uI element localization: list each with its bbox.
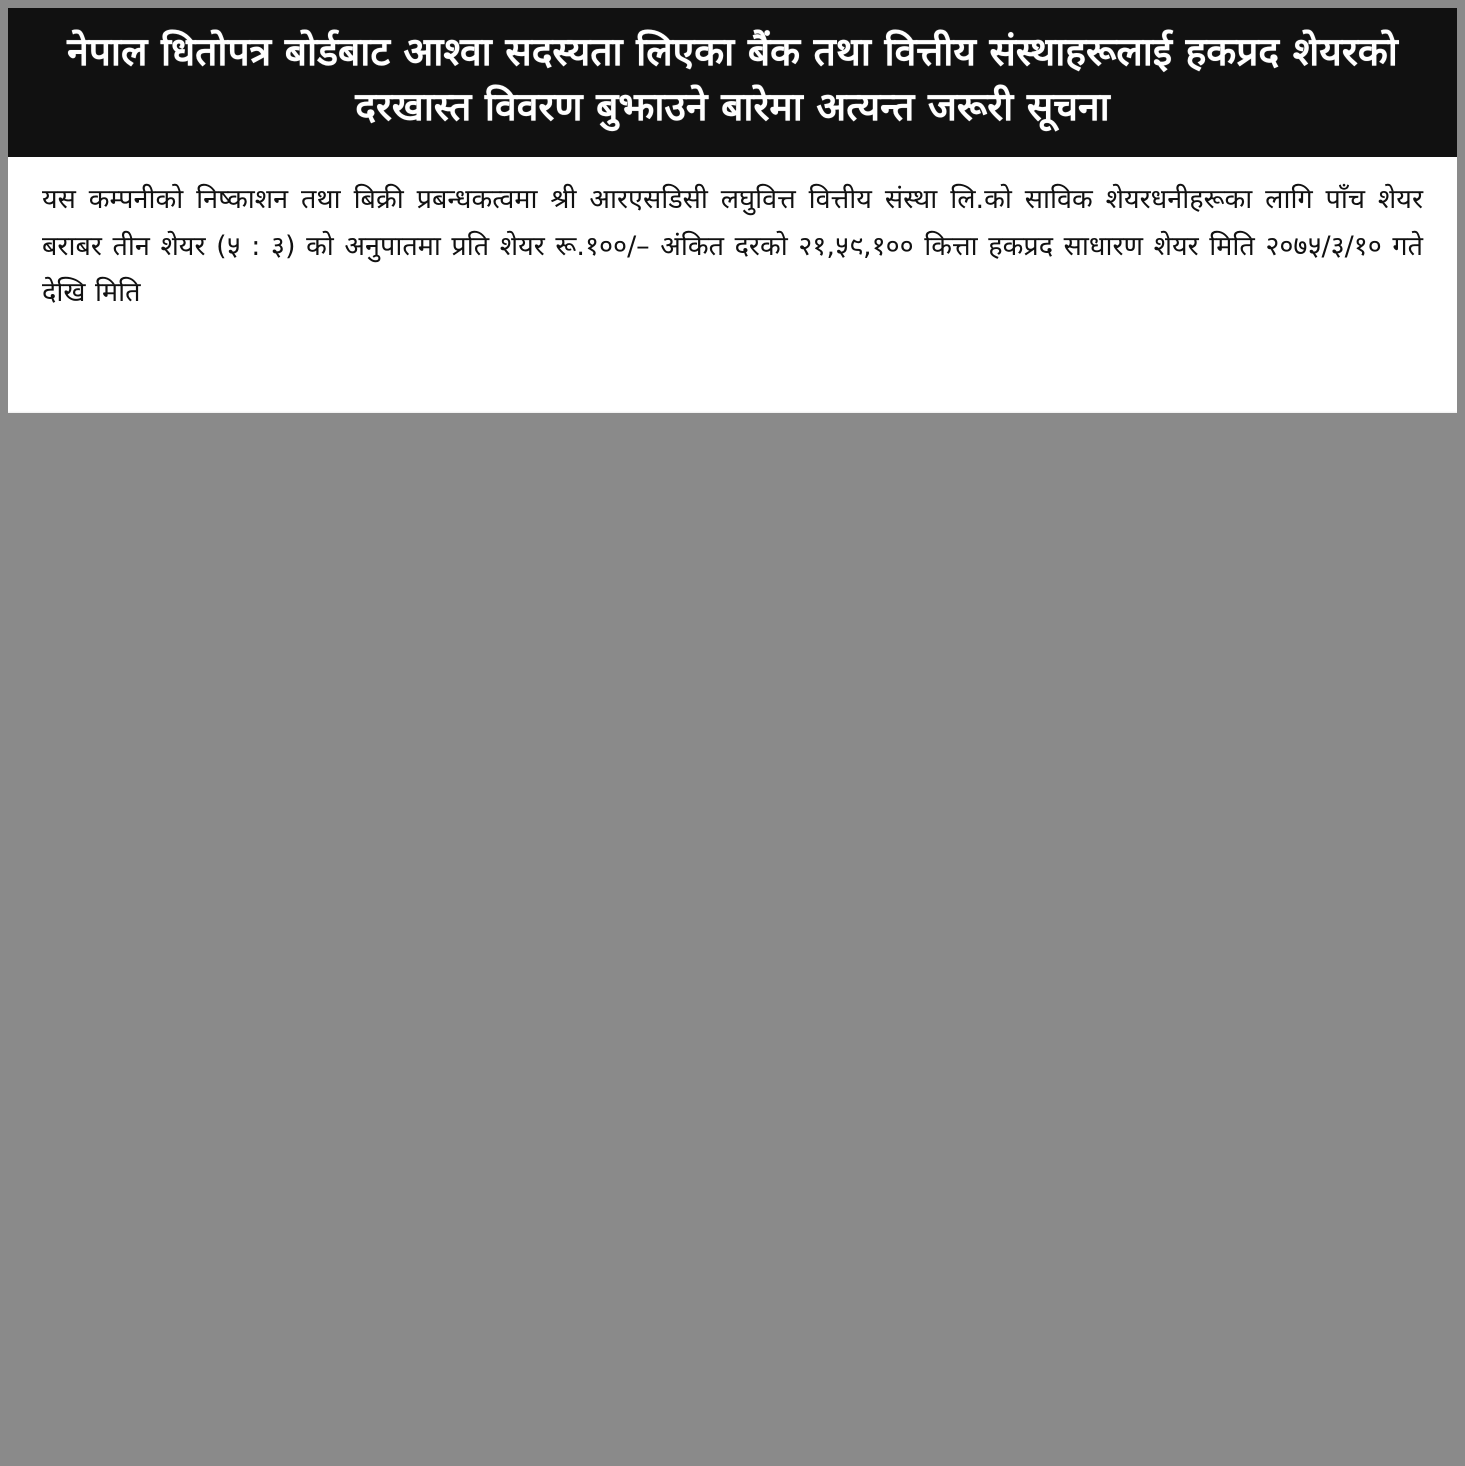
page-edge-left: [0, 0, 8, 413]
page-edge-top: [0, 0, 1465, 8]
notice-body: [8, 157, 1457, 316]
headline-banner: [8, 8, 1457, 157]
page-title: नेपाल धितोपत्र बोर्डबाट आश्वा सदस्यता लिएका बैंक तथा वित्तीय संस्थाहरूलाई हकप्रद शेयरको दरखास्त विवरण बुझाउने बारेमा अत्यन्त जरूरी सूचना: [67, 30, 1398, 130]
bottom-clip-overlay: [8, 405, 1457, 413]
page-edge-right: [1457, 0, 1465, 413]
document-sheet: [8, 8, 1457, 413]
background-area: [0, 413, 1465, 1466]
body-paragraph: यस कम्पनीको निष्काशन तथा बिक्री प्रबन्धकत्वमा श्री आरएसडिसी लघुवित्त वित्तीय संस्था लि.को साविक शेयरधनीहरूका लागि पाँच शेयर बराबर तीन शेयर (५ : ३) को अनुपातमा प्रति शेयर रू.१००/– अंकित दरको २१,५९,१०० कित्ता हकप्रद साधारण शेयर मिति २०७५/३/१० गते देखि मिति: [42, 184, 1423, 309]
